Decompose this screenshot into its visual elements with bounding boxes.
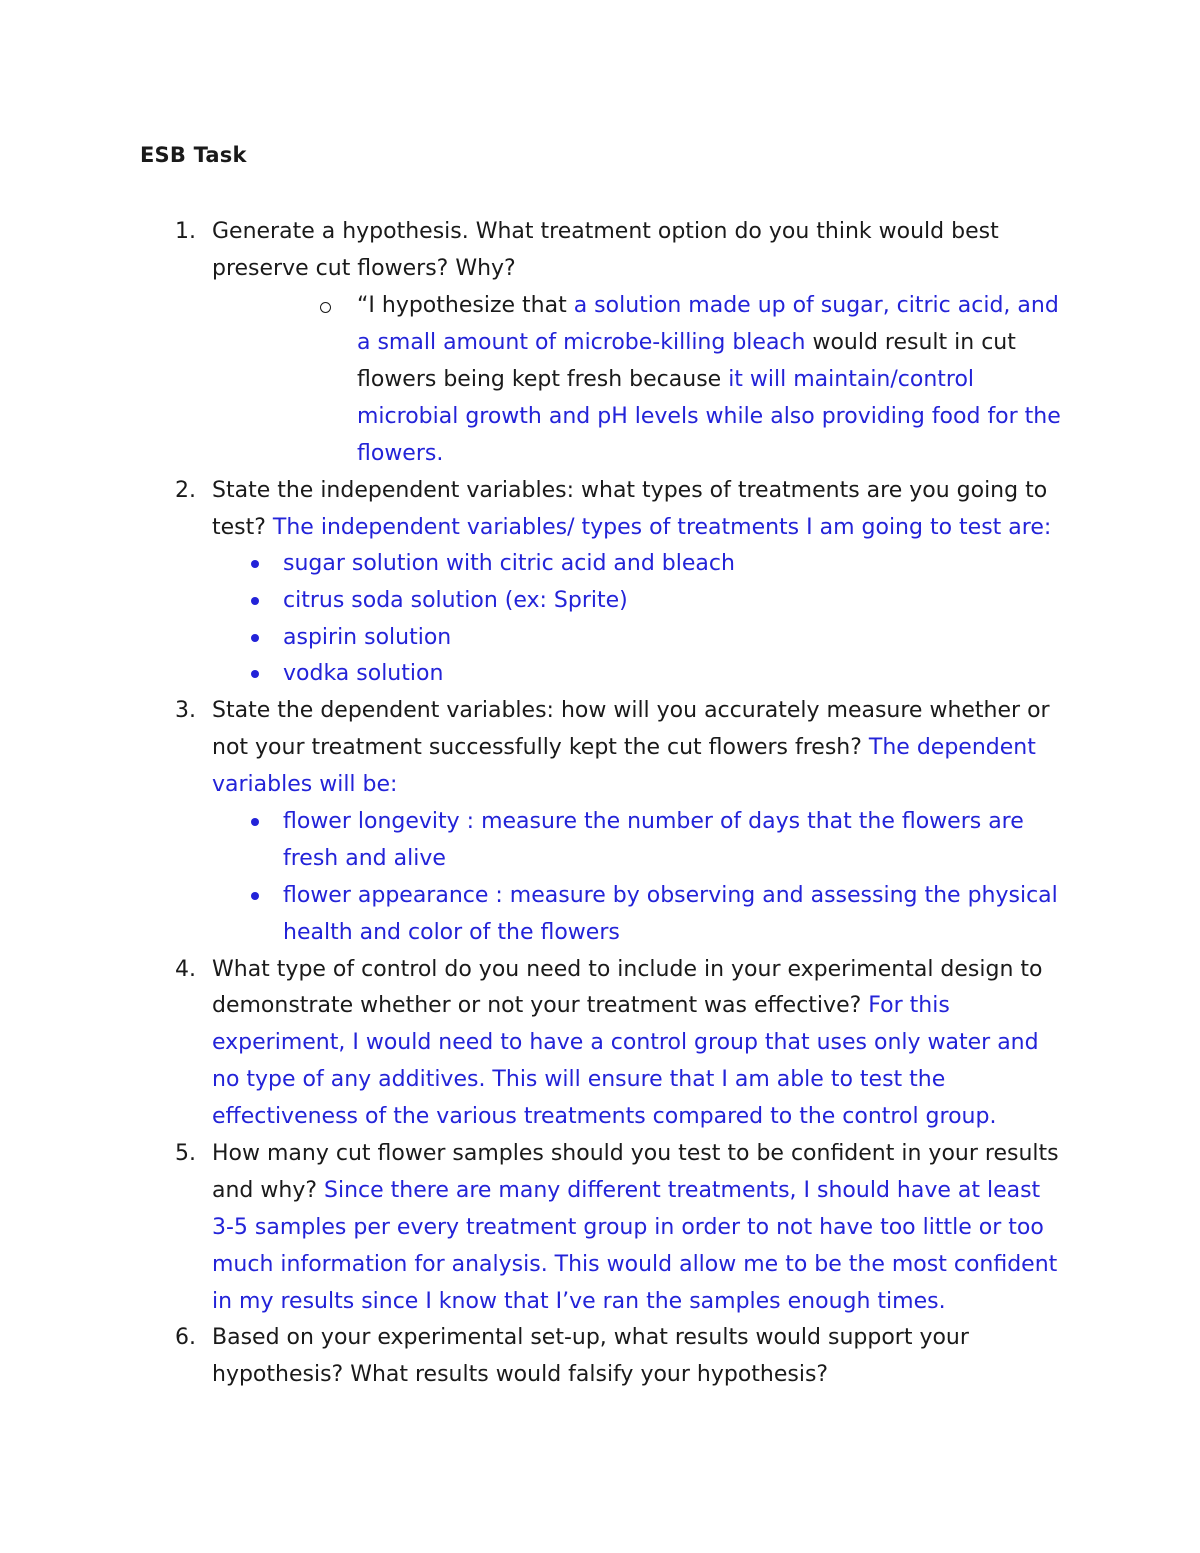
q3-bullet2-line1: flower appearance : measure by observing and assessing the physical	[283, 883, 1058, 908]
q6-line1: Based on your experimental set-up, what results would support your	[212, 1325, 969, 1350]
q4-number: 4.	[175, 957, 196, 982]
bullet-dot-icon	[251, 670, 259, 678]
q1-answer-line2: a small amount of microbe-killing bleach would result in cut	[357, 330, 1016, 355]
q3-line3: variables will be:	[212, 772, 398, 797]
q2-bullet-item: aspirin solution	[283, 625, 452, 650]
q3-line2: not your treatment successfully kept the cut flowers fresh? The dependent	[212, 735, 1036, 760]
q4-line5: effectiveness of the various treatments compared to the control group.	[212, 1104, 997, 1129]
q1-line1: Generate a hypothesis. What treatment option do you think would best	[212, 219, 999, 244]
q3-number: 3.	[175, 698, 196, 723]
q1-answer-line5: flowers.	[357, 441, 444, 466]
q1-answer-line3: flowers being kept fresh because it will maintain/control	[357, 367, 975, 392]
q2-line2: test? The independent variables/ types of treatments I am going to test are:	[212, 515, 1052, 540]
q4-line2: demonstrate whether or not your treatment was effective? For this	[212, 993, 950, 1018]
q3-line1: State the dependent variables: how will you accurately measure whether or	[212, 698, 1050, 723]
bullet-dot-icon	[251, 634, 259, 642]
q5-line1: How many cut flower samples should you test to be confident in your results	[212, 1141, 1059, 1166]
q5-line4: much information for analysis. This would allow me to be the most confident	[212, 1252, 1058, 1277]
q4-line4: no type of any additives. This will ensure that I am able to test the	[212, 1067, 946, 1092]
q4-line1: What type of control do you need to include in your experimental design to	[212, 957, 1043, 982]
q1-answer-line4: microbial growth and pH levels while also providing food for the	[357, 404, 1061, 429]
bullet-dot-icon	[251, 560, 259, 568]
hollow-bullet-icon	[320, 302, 331, 313]
q2-bullet-item: vodka solution	[283, 661, 444, 686]
q5-line2: and why? Since there are many different treatments, I should have at least	[212, 1178, 1041, 1203]
q2-line1: State the independent variables: what types of treatments are you going to	[212, 478, 1048, 503]
q2-number: 2.	[175, 478, 196, 503]
bullet-dot-icon	[251, 892, 259, 900]
q3-bullet1-line2: fresh and alive	[283, 846, 446, 871]
q6-number: 6.	[175, 1325, 196, 1350]
q1-number: 1.	[175, 219, 196, 244]
q4-line3: experiment, I would need to have a control group that uses only water and	[212, 1030, 1039, 1055]
q1-line2: preserve cut flowers? Why?	[212, 256, 516, 281]
page-title: ESB Task	[140, 143, 247, 167]
q6-line2: hypothesis? What results would falsify your hypothesis?	[212, 1362, 829, 1387]
q2-bullet-item: sugar solution with citric acid and bleach	[283, 551, 735, 576]
q1-answer-line1: “I hypothesize that a solution made up of sugar, citric acid, and	[357, 293, 1059, 318]
q5-line3: 3-5 samples per every treatment group in order to not have too little or too	[212, 1215, 1044, 1240]
bullet-dot-icon	[251, 818, 259, 826]
q3-bullet1-line1: flower longevity : measure the number of days that the flowers are	[283, 809, 1024, 834]
q5-line5: in my results since I know that I’ve ran the samples enough times.	[212, 1289, 946, 1314]
q5-number: 5.	[175, 1141, 196, 1166]
q3-bullet2-line2: health and color of the flowers	[283, 920, 620, 945]
bullet-dot-icon	[251, 597, 259, 605]
q2-bullet-item: citrus soda solution (ex: Sprite)	[283, 588, 628, 613]
